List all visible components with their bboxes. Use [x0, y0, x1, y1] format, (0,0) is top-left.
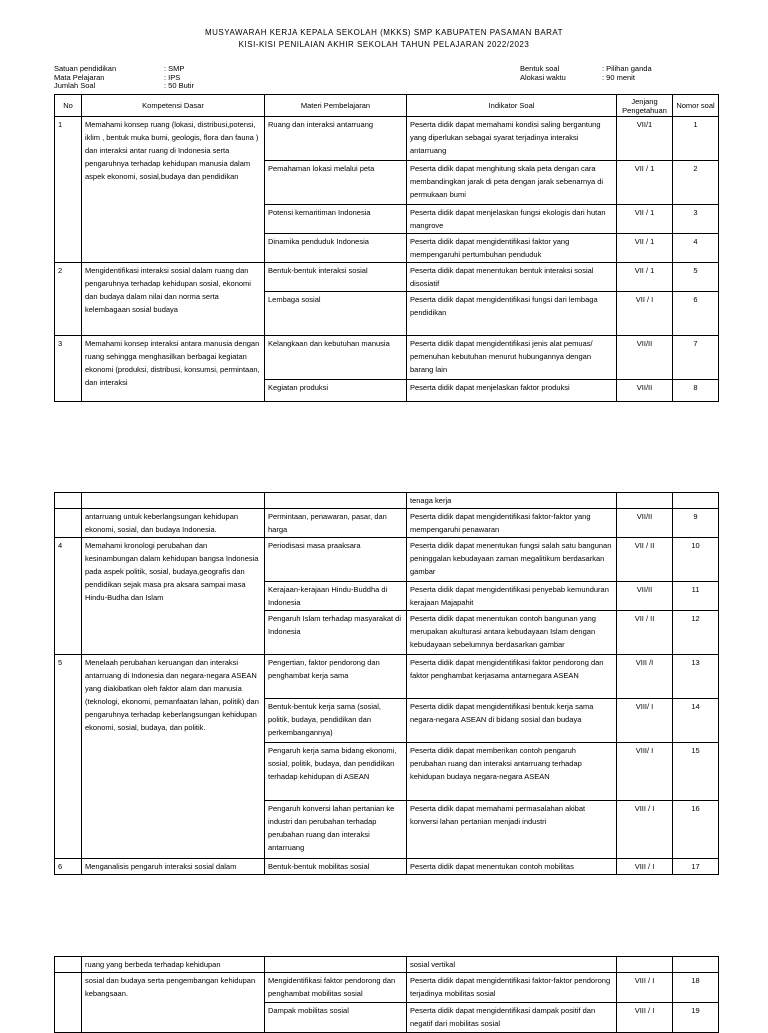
jenjang-cell: VIII / I	[617, 973, 673, 1003]
nomor-soal-cell: 10	[673, 538, 719, 582]
kompetensi-dasar-cell: Menganalisis pengaruh interaksi sosial dalam	[82, 859, 265, 875]
nomor-soal-cell: 11	[673, 582, 719, 611]
materi-cell: Mengidentifikasi faktor pendorong dan penghambat mobilitas sosial	[265, 973, 407, 1003]
materi-cell: Bentuk-bentuk kerja sama (sosial, politik, budaya, pendidikan dan perkembangannya)	[265, 699, 407, 743]
jenjang-cell: VIII / I	[617, 801, 673, 859]
jenjang-cell: VII / 1	[617, 205, 673, 234]
jenjang-cell: VII / 1	[617, 234, 673, 263]
meta-jumlah-value: : 50 Butir	[164, 81, 195, 90]
table-row-continued	[55, 957, 719, 973]
indikator-cell: Peserta didik dapat menentukan bentuk interaksi sosial disosiatif	[407, 263, 617, 292]
jenjang-cell: VII/II	[617, 582, 673, 611]
indikator-cell: sosial vertikal	[407, 957, 617, 973]
nomor-soal-cell: 16	[673, 801, 719, 859]
table-row	[55, 336, 719, 380]
indikator-cell: Peserta didik dapat mengidentifikasi jenis alat pemuas/ pemenuhan kebutuhan menurut hubungannya dengan barang lain	[407, 336, 617, 380]
nomor-soal-cell: 15	[673, 743, 719, 801]
col-header-jenjang: Jenjang Pengetahuan	[617, 95, 673, 117]
nomor-soal-cell: 18	[673, 973, 719, 1003]
indikator-cell: Peserta didik dapat menjelaskan fungsi ekologis dari hutan mangrove	[407, 205, 617, 234]
nomor-soal-cell: 1	[673, 117, 719, 161]
kompetensi-dasar-cell: Menelaah perubahan keruangan dan interaksi antarruang di Indonesia dan negara-negara ASEAN yang diakibatkan oleh faktor alam dan manusia (teknologi, ekonomi, pemanfaatan lahan, politik) dan pengaruhnya terhadap keberlangsungan kehidupan ekonomi, sosial, budaya, dan politik.	[82, 655, 265, 859]
meta-right	[520, 65, 652, 82]
materi-cell: Pengaruh konversi lahan pertanian ke industri dan perubahan terhadap perubahan ruang dan interaksi antarruang	[265, 801, 407, 859]
col-header-no: No	[55, 95, 82, 117]
materi-cell: Pengaruh kerja sama bidang ekonomi, sosial, politik, budaya, dan pendidikan terhadap kehidupan di ASEAN	[265, 743, 407, 801]
jenjang-cell: VIII /I	[617, 655, 673, 699]
materi-cell: Periodisasi masa praaksara	[265, 538, 407, 582]
indikator-cell: Peserta didik dapat mengidentifikasi faktor yang mempengaruhi pertumbuhan penduduk	[407, 234, 617, 263]
materi-cell: Permintaan, penawaran, pasar, dan harga	[265, 509, 407, 538]
row-number: 6	[55, 859, 82, 875]
indikator-cell: tenaga kerja	[407, 493, 617, 509]
nomor-soal-cell: 7	[673, 336, 719, 380]
meta-jumlah-label: Jumlah Soal	[54, 81, 96, 90]
jenjang-cell: VIII/ I	[617, 699, 673, 743]
jenjang-cell: VII / I	[617, 292, 673, 336]
meta-satuan-label: Satuan pendidikan	[54, 64, 117, 73]
kompetensi-dasar-cell: Memahami konsep ruang (lokasi, distribusi,potensi, iklim , bentuk muka bumi, geologis, flora dan fauna ) dan interaksi antar ruang di Indonesia serta pengaruhnya terhadap kehidupan manusia dalam aspek ekonomi, sosial,budaya dan pendidikan	[82, 117, 265, 263]
indikator-cell: Peserta didik dapat mengidentifikasi dampak positif dan negatif dari mobilitas sosial	[407, 1003, 617, 1033]
col-header-indikator: Indikator Soal	[407, 95, 617, 117]
indikator-cell: Peserta didik dapat mengidentifikasi faktor-faktor yang mempengaruhi penawaran	[407, 509, 617, 538]
indikator-cell: Peserta didik dapat mengidentifikasi fungsi dari lembaga pendidikan	[407, 292, 617, 336]
col-header-materi: Materi Pembelajaran	[265, 95, 407, 117]
indikator-cell: Peserta didik dapat menentukan contoh bangunan yang merupakan akulturasi antara kebudayaan Islam dengan kebudayaan sebelumnya berdasarkan gambar	[407, 611, 617, 655]
table-row	[55, 973, 719, 1003]
meta-alokasi-label: Alokasi waktu	[520, 72, 566, 82]
materi-cell: Pemahaman lokasi melalui peta	[265, 161, 407, 205]
row-number: 4	[55, 538, 82, 655]
meta-alokasi-value: : 90 menit	[602, 72, 635, 82]
materi-cell: Kelangkaan dan kebutuhan manusia	[265, 336, 407, 380]
jenjang-cell: VII/1	[617, 117, 673, 161]
jenjang-cell: VIII / I	[617, 859, 673, 875]
table-row-continued	[55, 493, 719, 509]
materi-cell: Ruang dan interaksi antarruang	[265, 117, 407, 161]
kompetensi-dasar-cell: antarruang untuk keberlangsungan kehidupan ekonomi, sosial, dan budaya Indonesia.	[82, 509, 265, 538]
table-row	[55, 117, 719, 161]
nomor-soal-cell: 14	[673, 699, 719, 743]
nomor-soal-cell: 2	[673, 161, 719, 205]
meta-bentuk-value: : Pilihan ganda	[602, 64, 652, 73]
indikator-cell: Peserta didik dapat menentukan fungsi salah satu bangunan peninggalan kebudayaan zaman megalitikum berdasarkan gambar	[407, 538, 617, 582]
kompetensi-dasar-cell: sosial dan budaya serta pengembangan kehidupan kebangsaan.	[82, 973, 265, 1033]
nomor-soal-cell: 13	[673, 655, 719, 699]
indikator-cell: Peserta didik dapat menjelaskan faktor produksi	[407, 380, 617, 402]
meta-left	[54, 65, 194, 91]
kompetensi-dasar-cell: Memahami kronologi perubahan dan kesinambungan dalam kehidupan bangsa Indonesia pada aspek politik, sosial, budaya,geografis dan pendidikan sejak masa pra aksara sampai masa Hindu-Budha dan Islam	[82, 538, 265, 655]
jenjang-cell: VII / 1	[617, 263, 673, 292]
table-row	[55, 509, 719, 538]
indikator-cell: Peserta didik dapat memberikan contoh pengaruh perubahan ruang dan interaksi antarruang terhadap kehidupan budaya negara-negara ASEAN	[407, 743, 617, 801]
indikator-cell: Peserta didik dapat memahami kondisi saling bergantung yang diperlukan sebagai syarat terjadinya interaksi antarruang	[407, 117, 617, 161]
materi-cell: Dinamika penduduk Indonesia	[265, 234, 407, 263]
materi-cell: Kerajaan-kerajaan Hindu-Buddha di Indonesia	[265, 582, 407, 611]
materi-cell: Kegiatan produksi	[265, 380, 407, 402]
materi-cell: Pengertian, faktor pendorong dan penghambat kerja sama	[265, 655, 407, 699]
nomor-soal-cell: 12	[673, 611, 719, 655]
kompetensi-dasar-cell: Mengidentifikasi interaksi sosial dalam ruang dan pengaruhnya terhadap kehidupan sosial, ekonomi dan budaya dalam nilai dan norma serta kelembagaan sosial budaya	[82, 263, 265, 336]
meta-bentuk-label: Bentuk soal	[520, 64, 560, 73]
meta-satuan-value: : SMP	[164, 64, 185, 73]
indikator-cell: Peserta didik dapat mengidentifikasi faktor pendorong dan faktor penghambat kerjasama antarnegara ASEAN	[407, 655, 617, 699]
jenjang-cell: VII / II	[617, 538, 673, 582]
jenjang-cell: VII / II	[617, 611, 673, 655]
table-row	[55, 859, 719, 875]
materi-cell: Pengaruh Islam terhadap masyarakat di Indonesia	[265, 611, 407, 655]
materi-cell: Bentuk-bentuk interaksi sosial	[265, 263, 407, 292]
indikator-cell: Peserta didik dapat menghitung skala peta dengan cara membandingkan jarak di peta dengan jarak sebenarnya di permukaan bumi	[407, 161, 617, 205]
materi-cell: Dampak mobilitas sosial	[265, 1003, 407, 1033]
table-header-row	[55, 95, 719, 117]
table-row	[55, 263, 719, 292]
row-number: 5	[55, 655, 82, 859]
meta-mapel-value: : IPS	[164, 72, 181, 82]
indikator-cell: Peserta didik dapat memahami permasalahan akibat konversi lahan pertanian menjadi industri	[407, 801, 617, 859]
indikator-cell: Peserta didik dapat menentukan contoh mobilitas	[407, 859, 617, 875]
jenjang-cell: VII/II	[617, 509, 673, 538]
table-row	[55, 538, 719, 582]
kisi-table-part3	[54, 956, 719, 1033]
indikator-cell: Peserta didik dapat mengidentifikasi faktor-faktor pendorong terjadinya mobilitas sosial	[407, 973, 617, 1003]
meta-mapel-label: Mata Pelajaran	[54, 72, 105, 82]
document-title-line2: KISI-KISI PENILAIAN AKHIR SEKOLAH TAHUN PELAJARAN 2022/2023	[238, 40, 530, 49]
jenjang-cell: VIII/ I	[617, 743, 673, 801]
kompetensi-dasar-cell: Memahami konsep interaksi antara manusia dengan ruang sehingga menghasilkan berbagai kegiatan ekonomi (produksi, distribusi, konsumsi, permintaan, dan interaksi	[82, 336, 265, 402]
materi-cell: Lembaga sosial	[265, 292, 407, 336]
row-number: 2	[55, 263, 82, 336]
nomor-soal-cell: 19	[673, 1003, 719, 1033]
jenjang-cell: VIII / I	[617, 1003, 673, 1033]
document-title-line1: MUSYAWARAH KERJA KEPALA SEKOLAH (MKKS) SMP KABUPATEN PASAMAN BARAT	[204, 28, 564, 37]
indikator-cell: Peserta didik dapat mengidentifikasi bentuk kerja sama negara-negara ASEAN di bidang sosial dan budaya	[407, 699, 617, 743]
table-row	[55, 655, 719, 699]
nomor-soal-cell: 5	[673, 263, 719, 292]
kisi-table-part1	[54, 94, 719, 402]
kisi-table-part2	[54, 492, 719, 875]
indikator-cell: Peserta didik dapat mengidentifikasi penyebab kemunduran kerajaan Majapahit	[407, 582, 617, 611]
nomor-soal-cell: 8	[673, 380, 719, 402]
nomor-soal-cell: 9	[673, 509, 719, 538]
nomor-soal-cell: 3	[673, 205, 719, 234]
materi-cell: Bentuk-bentuk mobilitas sosial	[265, 859, 407, 875]
materi-cell: Potensi kemaritiman Indonesia	[265, 205, 407, 234]
kompetensi-dasar-cell: ruang yang berbeda terhadap kehidupan	[82, 957, 265, 973]
jenjang-cell: VII/II	[617, 336, 673, 380]
col-header-kd: Kompetensi Dasar	[82, 95, 265, 117]
jenjang-cell: VII / 1	[617, 161, 673, 205]
nomor-soal-cell: 6	[673, 292, 719, 336]
row-number: 3	[55, 336, 82, 402]
nomor-soal-cell: 4	[673, 234, 719, 263]
nomor-soal-cell: 17	[673, 859, 719, 875]
row-number: 1	[55, 117, 82, 263]
jenjang-cell: VII/II	[617, 380, 673, 402]
col-header-nomor: Nomor soal	[673, 95, 719, 117]
